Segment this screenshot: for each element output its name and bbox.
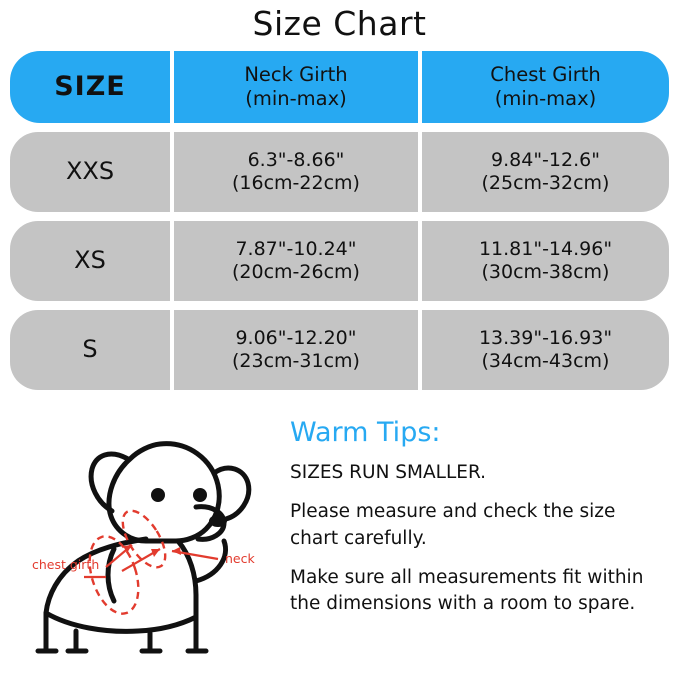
dog-eye-left-icon	[151, 488, 165, 502]
cell-chest	[422, 221, 669, 301]
cell-size	[10, 221, 170, 301]
cell-chest	[422, 132, 669, 212]
neck-cm: (16cm-22cm)	[232, 172, 360, 194]
cell-neck	[174, 310, 418, 390]
size-value: XS	[74, 246, 106, 275]
header-size-label: SIZE	[54, 70, 126, 102]
bottom-section	[10, 399, 669, 661]
table-header-row	[10, 51, 669, 123]
dog-diagram	[10, 399, 278, 661]
dog-nose-icon	[209, 515, 227, 527]
cell-neck	[174, 221, 418, 301]
neck-inches: 7.87"-10.24"	[235, 237, 357, 260]
header-neck-label: Neck Girth	[244, 63, 348, 87]
table-row	[10, 221, 669, 301]
cell-size	[10, 310, 170, 390]
neck-inches: 9.06"-12.20"	[235, 326, 357, 349]
size-chart-table	[10, 51, 669, 390]
chest-inches: 9.84"-12.6"	[491, 148, 600, 171]
neck-cm: (20cm-26cm)	[232, 261, 360, 283]
page-title: Size Chart	[252, 4, 427, 43]
neck-label: neck	[225, 551, 255, 566]
header-cell-size	[10, 51, 170, 123]
dog-eye-right-icon	[193, 488, 207, 502]
tip-line-3: Make sure all measurements fit within the dimensions with a room to spare.	[290, 566, 644, 615]
cell-neck	[174, 132, 418, 212]
tip-line-1: SIZES RUN SMALLER.	[290, 462, 487, 483]
cell-chest	[422, 310, 669, 390]
size-value: XXS	[65, 157, 115, 186]
chest-cm: (25cm-32cm)	[481, 172, 610, 194]
neck-inches: 6.3"-8.66"	[247, 148, 345, 171]
dog-illustration-icon	[10, 399, 278, 661]
chest-inches: 11.81"-14.96"	[478, 237, 613, 260]
size-value: S	[82, 335, 98, 364]
table-row	[10, 132, 669, 212]
header-chest-sublabel: (min-max)	[494, 87, 597, 110]
chest-inches: 13.39"-16.93"	[478, 326, 613, 349]
header-chest-label: Chest Girth	[490, 63, 601, 87]
chest-cm: (30cm-38cm)	[481, 261, 610, 283]
warm-tips-heading: Warm Tips:	[290, 417, 441, 448]
header-cell-neck	[174, 51, 418, 123]
chest-girth-label: chest girth	[32, 557, 100, 572]
table-row	[10, 310, 669, 390]
cell-size	[10, 132, 170, 212]
tip-line-2: Please measure and check the size chart carefully.	[290, 501, 616, 549]
neck-cm: (23cm-31cm)	[232, 350, 360, 372]
header-neck-sublabel: (min-max)	[245, 87, 347, 110]
header-cell-chest	[422, 51, 669, 123]
warm-tips	[278, 399, 669, 661]
chest-cm: (34cm-43cm)	[481, 350, 610, 372]
